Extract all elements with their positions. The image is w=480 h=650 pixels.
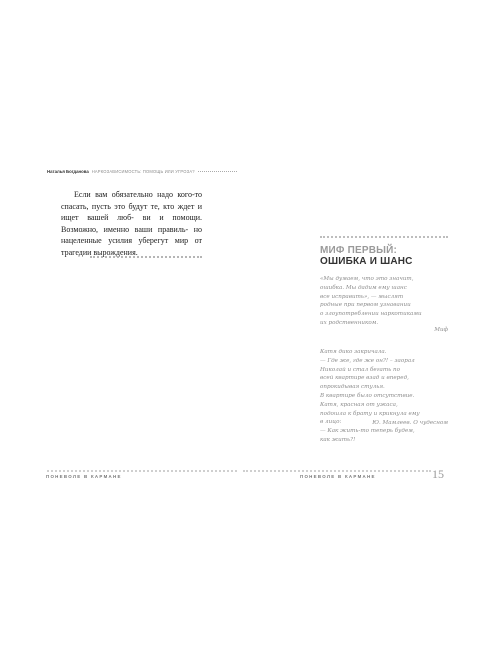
quote-line: в лицо: <box>320 419 342 426</box>
quote-line: как жить?! <box>320 436 356 443</box>
header-title: НАРКОЗАВИСИМОСТЬ: ПОМОЩЬ ИЛИ УГРОЗА? <box>91 168 195 174</box>
quote-myth <box>320 275 450 328</box>
quote-line: — Где же, где же он?! – заорал <box>320 357 415 364</box>
header-author: Наталья Богданова <box>47 168 89 174</box>
body-line: но нацеленные усилия уберегут мир от трагедии <box>61 224 203 257</box>
body-line: Если вам обязательно надо кого-то спасать, <box>61 190 202 211</box>
quote-line: Катя дико закричала. <box>320 349 387 355</box>
quote-line: о злоупотреблении наркотиками <box>320 311 422 318</box>
quote-line: все исправить», — мыслят <box>320 293 404 300</box>
quote-line: В квартире было отсутствие. <box>320 392 415 399</box>
page-number: 15 <box>432 467 444 481</box>
body-line: ви и помощи. Возможно, именно ваши правиль- <box>61 213 203 234</box>
quote-line: ошибка. Мы дадим ему шанс <box>320 284 407 291</box>
body-line: пусть это будут те, кто ждет и ищет вашей люб- <box>61 201 202 222</box>
myth-heading-line2: ОШИБКА И ШАНС <box>320 256 413 267</box>
footer-dotted-rule-left <box>47 470 237 472</box>
quote-literary <box>320 348 450 445</box>
header-dotted-rule <box>198 171 237 172</box>
quote-literary-signature: Ю. Мамлеев. О чудесном <box>372 420 448 426</box>
quote-line: — Как жить-то теперь будем, <box>320 428 415 435</box>
running-header <box>47 167 237 175</box>
quote-line: всей квартире взад и вперед, <box>320 375 409 382</box>
quote-line: опрокидывая стулья. <box>320 384 385 391</box>
quote-line: Катя, красная от ужаса, <box>320 401 398 408</box>
body-paragraph <box>61 189 202 258</box>
footer-right: ПОНЕВОЛЕ В КАРМАНЕ <box>300 474 376 479</box>
quote-myth-signature: Миф <box>434 327 448 333</box>
footer-left: ПОНЕВОЛЕ В КАРМАНЕ <box>46 474 122 479</box>
footer-dotted-rule-right <box>243 470 431 472</box>
quote-line: родные при первом узнавании <box>320 302 411 309</box>
quote-line: Николай и стал бегать по <box>320 366 400 373</box>
paragraph-dotted-rule <box>90 256 202 258</box>
myth-dotted-rule <box>320 236 448 238</box>
myth-heading-line1: МИФ ПЕРВЫЙ: <box>320 245 398 256</box>
quote-line: «Мы думаем, что это значит, <box>320 276 414 282</box>
body-line: вырождения. <box>93 247 138 257</box>
quote-line: подошла к брату и крикнула ему <box>320 410 420 417</box>
quote-line: их родственником. <box>320 319 379 326</box>
